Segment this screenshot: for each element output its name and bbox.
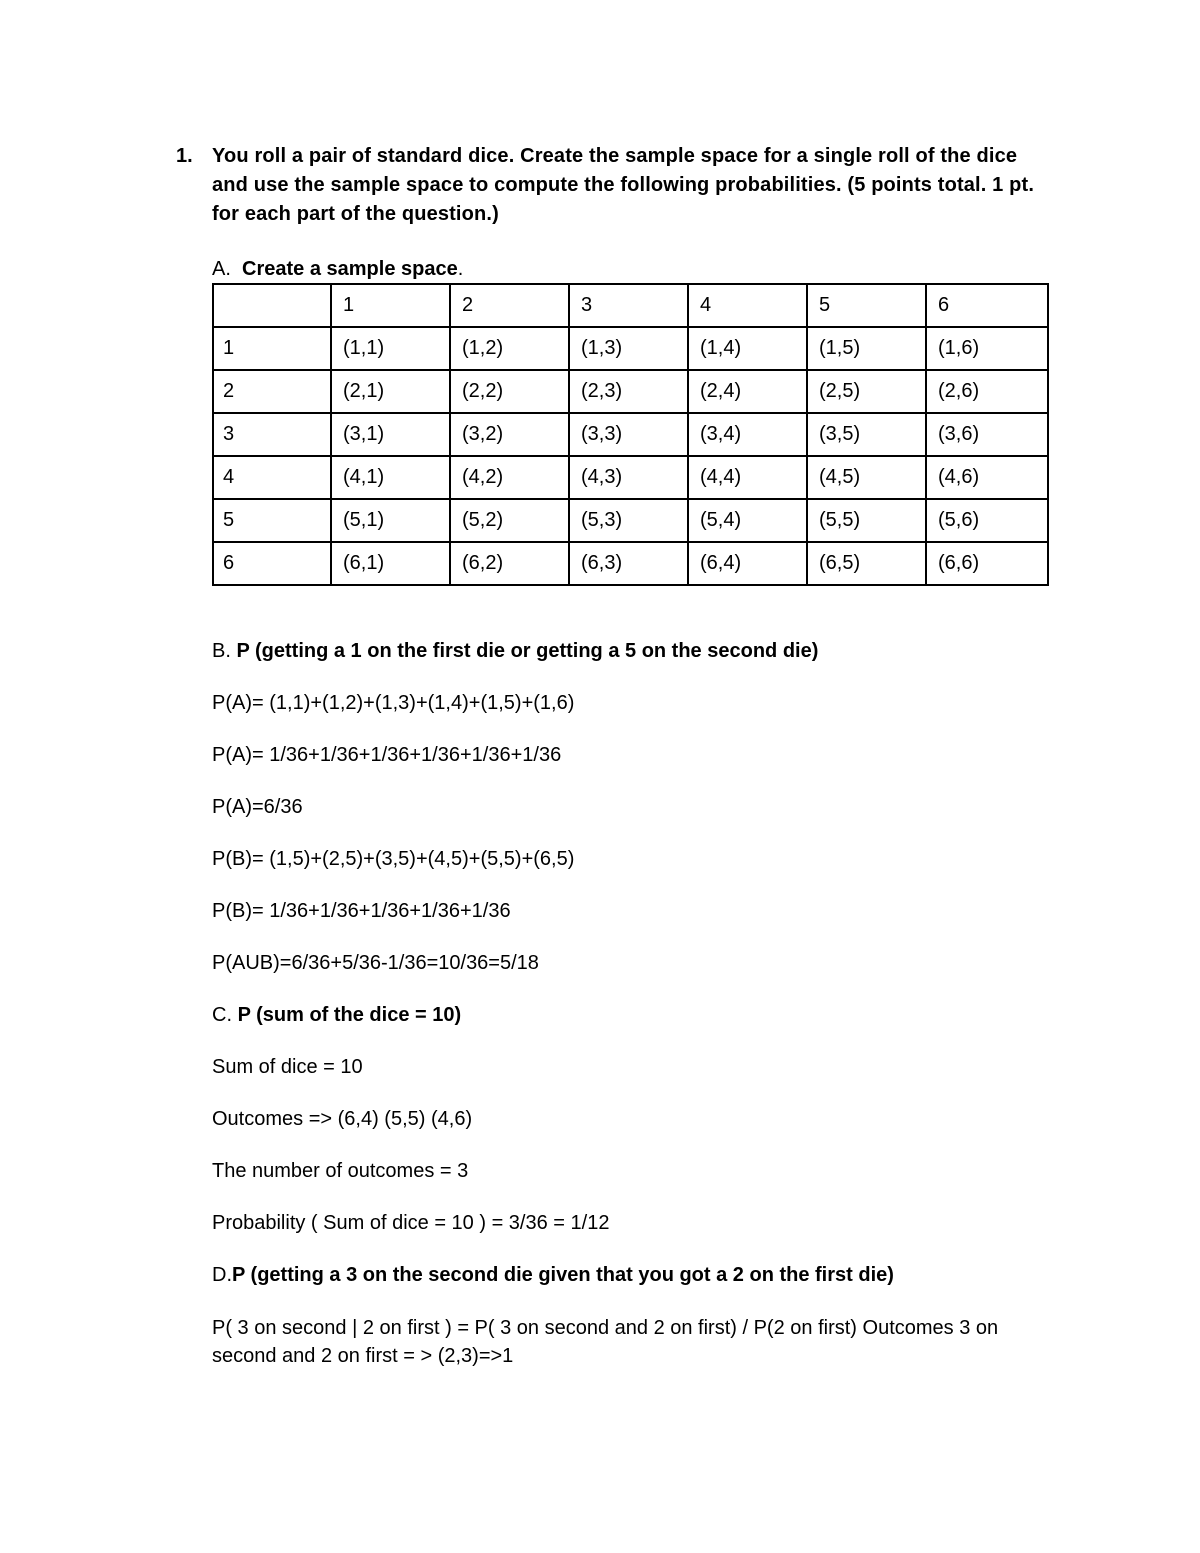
part-d-answer: P( 3 on second | 2 on first ) = P( 3 on second and 2 on first) / P(2 on first) Outcomes 3 on second and 2 on first = > (2,3)=>1 bbox=[212, 1317, 999, 1367]
part-b-line: P(A)= (1,1)+(1,2)+(1,3)+(1,4)+(1,5)+(1,6) bbox=[212, 692, 575, 714]
table-cell: (5,3) bbox=[569, 499, 688, 542]
row-header-cell: 6 bbox=[213, 542, 331, 585]
table-cell: (4,2) bbox=[450, 456, 569, 499]
table-cell: (4,5) bbox=[807, 456, 926, 499]
table-cell: (5,2) bbox=[450, 499, 569, 542]
table-cell: (3,4) bbox=[688, 413, 807, 456]
table-cell: (1,6) bbox=[926, 327, 1048, 370]
table-row bbox=[213, 413, 1048, 456]
table-cell: (2,5) bbox=[807, 370, 926, 413]
table-cell: (4,3) bbox=[569, 456, 688, 499]
table-cell: (2,2) bbox=[450, 370, 569, 413]
part-b-line: P(B)= 1/36+1/36+1/36+1/36+1/36 bbox=[212, 900, 511, 922]
table-cell: (2,1) bbox=[331, 370, 450, 413]
table-cell: (3,1) bbox=[331, 413, 450, 456]
row-header-cell: 1 bbox=[213, 327, 331, 370]
table-cell: (6,4) bbox=[688, 542, 807, 585]
part-d-letter: D. bbox=[212, 1264, 232, 1286]
table-cell: (1,2) bbox=[450, 327, 569, 370]
row-header-cell: 3 bbox=[213, 413, 331, 456]
table-cell: (6,2) bbox=[450, 542, 569, 585]
table-cell: 5 bbox=[807, 284, 926, 327]
row-header-cell bbox=[213, 284, 331, 327]
table-cell: (6,1) bbox=[331, 542, 450, 585]
table-cell: (3,5) bbox=[807, 413, 926, 456]
table-cell: (2,3) bbox=[569, 370, 688, 413]
table-row bbox=[213, 327, 1048, 370]
part-c-line: Sum of dice = 10 bbox=[212, 1056, 363, 1078]
table-row bbox=[213, 542, 1048, 585]
part-d-heading bbox=[212, 1262, 894, 1288]
table-header-row bbox=[213, 284, 1048, 327]
part-b-heading bbox=[212, 638, 818, 664]
table-cell: (6,5) bbox=[807, 542, 926, 585]
part-a-letter: A. bbox=[212, 258, 231, 280]
part-a-title: Create a sample space bbox=[242, 258, 458, 280]
table-cell: 3 bbox=[569, 284, 688, 327]
table-cell: (1,4) bbox=[688, 327, 807, 370]
table-cell: (3,6) bbox=[926, 413, 1048, 456]
table-cell: (5,5) bbox=[807, 499, 926, 542]
table-cell: 1 bbox=[331, 284, 450, 327]
part-d-title: P (getting a 3 on the second die given that you got a 2 on the first die) bbox=[232, 1264, 894, 1286]
part-c-heading bbox=[212, 1002, 461, 1028]
table-cell: 4 bbox=[688, 284, 807, 327]
part-b-line: P(AUB)=6/36+5/36-1/36=10/36=5/18 bbox=[212, 952, 539, 974]
table-cell: (3,2) bbox=[450, 413, 569, 456]
table-cell: (6,6) bbox=[926, 542, 1048, 585]
table-row bbox=[213, 499, 1048, 542]
part-c-line: Probability ( Sum of dice = 10 ) = 3/36 = 1/12 bbox=[212, 1212, 610, 1234]
table-cell: (2,4) bbox=[688, 370, 807, 413]
part-c-letter: C. bbox=[212, 1004, 232, 1026]
row-header-cell: 5 bbox=[213, 499, 331, 542]
table-cell: 2 bbox=[450, 284, 569, 327]
table-cell: (2,6) bbox=[926, 370, 1048, 413]
sample-space-table-body bbox=[213, 284, 1048, 585]
part-b-title: P (getting a 1 on the first die or getting a 5 on the second die) bbox=[236, 640, 819, 662]
question-number: 1. bbox=[176, 145, 193, 167]
row-header-cell: 4 bbox=[213, 456, 331, 499]
table-cell: (4,6) bbox=[926, 456, 1048, 499]
table-cell: (3,3) bbox=[569, 413, 688, 456]
part-b-letter: B. bbox=[212, 640, 231, 662]
part-c-line: Outcomes => (6,4) (5,5) (4,6) bbox=[212, 1108, 473, 1130]
part-a-period: . bbox=[457, 258, 464, 280]
part-a-heading bbox=[212, 256, 463, 282]
part-c-title: P (sum of the dice = 10) bbox=[237, 1004, 462, 1026]
table-cell: (4,1) bbox=[331, 456, 450, 499]
table-cell: (5,4) bbox=[688, 499, 807, 542]
question-text: You roll a pair of standard dice. Create the sample space for a single roll of the dice and use the sample space to compute the following probabilities. (5 points total. 1 pt. for each part of the question.) bbox=[212, 145, 1035, 225]
table-cell: (5,6) bbox=[926, 499, 1048, 542]
table-cell: (1,1) bbox=[331, 327, 450, 370]
part-b-line: P(A)=6/36 bbox=[212, 796, 303, 818]
table-cell: 6 bbox=[926, 284, 1048, 327]
table-cell: (5,1) bbox=[331, 499, 450, 542]
row-header-cell: 2 bbox=[213, 370, 331, 413]
table-cell: (1,5) bbox=[807, 327, 926, 370]
part-b-line: P(B)= (1,5)+(2,5)+(3,5)+(4,5)+(5,5)+(6,5) bbox=[212, 848, 575, 870]
table-row bbox=[213, 370, 1048, 413]
table-row bbox=[213, 456, 1048, 499]
table-cell: (4,4) bbox=[688, 456, 807, 499]
sample-space-table bbox=[212, 283, 1049, 586]
table-cell: (1,3) bbox=[569, 327, 688, 370]
part-c-line: The number of outcomes = 3 bbox=[212, 1160, 469, 1182]
part-b-line: P(A)= 1/36+1/36+1/36+1/36+1/36+1/36 bbox=[212, 744, 562, 766]
table-cell: (6,3) bbox=[569, 542, 688, 585]
